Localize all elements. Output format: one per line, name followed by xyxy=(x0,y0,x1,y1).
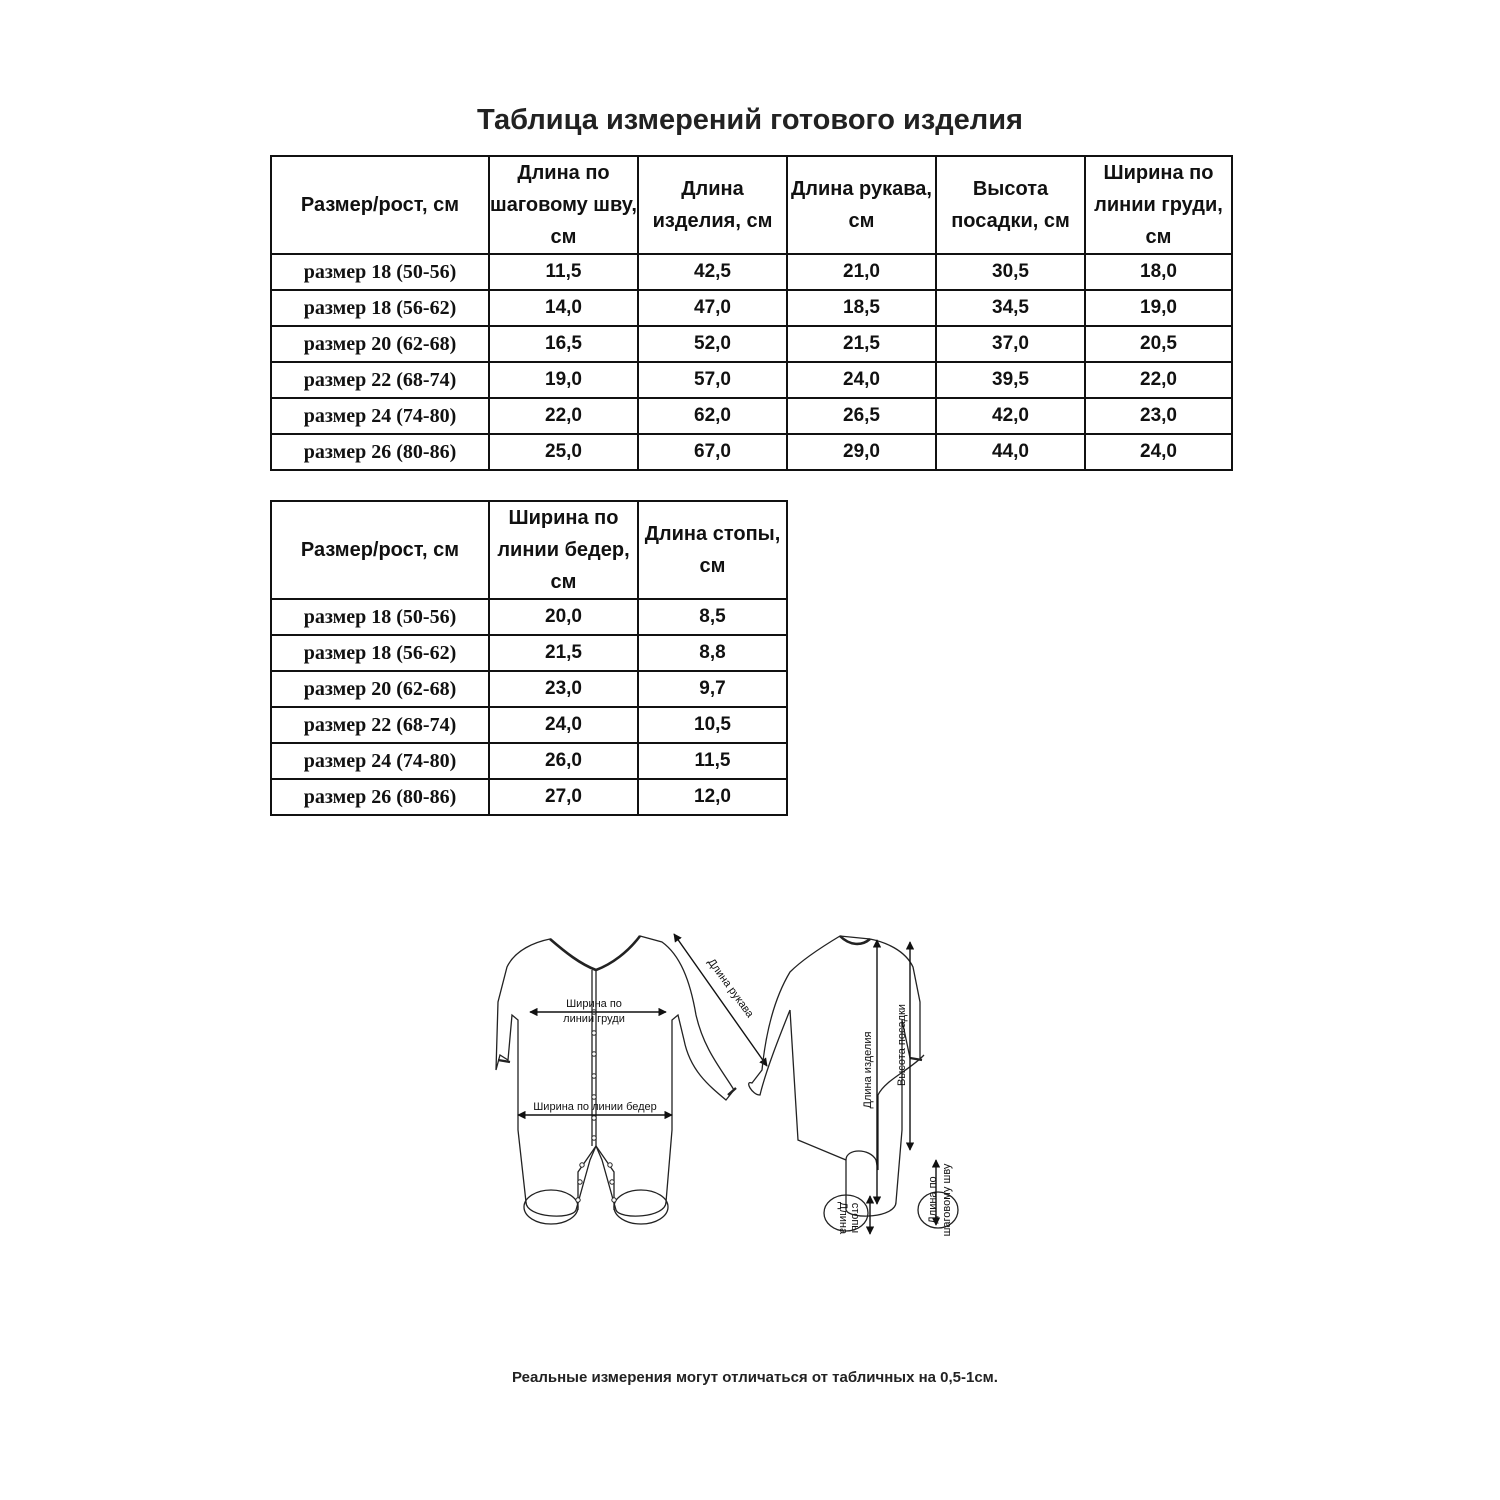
garment-measurement-diagram xyxy=(490,920,990,1260)
value-cell: 9,7 xyxy=(638,671,787,707)
table-row xyxy=(271,290,1232,326)
value-cell: 37,0 xyxy=(936,326,1085,362)
size-cell: размер 24 (74-80) xyxy=(271,743,489,779)
size-cell: размер 18 (50-56) xyxy=(271,599,489,635)
value-cell: 29,0 xyxy=(787,434,936,470)
value-cell: 23,0 xyxy=(489,671,638,707)
value-cell: 8,8 xyxy=(638,635,787,671)
value-cell: 18,5 xyxy=(787,290,936,326)
table-row xyxy=(271,254,1232,290)
value-cell: 22,0 xyxy=(489,398,638,434)
measurements-table-secondary xyxy=(270,500,788,816)
size-cell: размер 26 (80-86) xyxy=(271,779,489,815)
column-header-size: Размер/рост, см xyxy=(271,501,489,599)
value-cell: 14,0 xyxy=(489,290,638,326)
size-cell: размер 22 (68-74) xyxy=(271,362,489,398)
garment-length-label: Длина изделия xyxy=(862,1031,874,1109)
table-row xyxy=(271,398,1232,434)
table-row xyxy=(271,671,787,707)
value-cell: 19,0 xyxy=(1085,290,1232,326)
value-cell: 24,0 xyxy=(489,707,638,743)
size-cell: размер 18 (56-62) xyxy=(271,290,489,326)
column-header-hips: Ширина по линии бедер, см xyxy=(489,501,638,599)
size-cell: размер 26 (80-86) xyxy=(271,434,489,470)
value-cell: 25,0 xyxy=(489,434,638,470)
value-cell: 27,0 xyxy=(489,779,638,815)
value-cell: 21,0 xyxy=(787,254,936,290)
size-cell: размер 20 (62-68) xyxy=(271,671,489,707)
table-row xyxy=(271,434,1232,470)
value-cell: 30,5 xyxy=(936,254,1085,290)
value-cell: 18,0 xyxy=(1085,254,1232,290)
value-cell: 21,5 xyxy=(787,326,936,362)
value-cell: 67,0 xyxy=(638,434,787,470)
value-cell: 57,0 xyxy=(638,362,787,398)
table-header-row xyxy=(271,156,1232,254)
value-cell: 8,5 xyxy=(638,599,787,635)
value-cell: 26,5 xyxy=(787,398,936,434)
table-header-row xyxy=(271,501,787,599)
page-title: Таблица измерений готового изделия xyxy=(477,104,1023,136)
column-header-chest: Ширина по линии груди, см xyxy=(1085,156,1232,254)
chest-width-label-line2: линии груди xyxy=(563,1013,625,1025)
value-cell: 16,5 xyxy=(489,326,638,362)
column-header-length: Длина изделия, см xyxy=(638,156,787,254)
value-cell: 52,0 xyxy=(638,326,787,362)
value-cell: 26,0 xyxy=(489,743,638,779)
inseam-label-line2: шаговому шву xyxy=(941,1163,953,1237)
value-cell: 62,0 xyxy=(638,398,787,434)
value-cell: 24,0 xyxy=(1085,434,1232,470)
inseam-label-line1: Длина по xyxy=(927,1176,939,1224)
size-cell: размер 24 (74-80) xyxy=(271,398,489,434)
table-row xyxy=(271,707,787,743)
sleeve-length-arrow xyxy=(674,934,767,1066)
value-cell: 47,0 xyxy=(638,290,787,326)
value-cell: 11,5 xyxy=(489,254,638,290)
rise-height-label: Высота посадки xyxy=(896,1004,908,1086)
value-cell: 11,5 xyxy=(638,743,787,779)
size-cell: размер 18 (56-62) xyxy=(271,635,489,671)
size-cell: размер 22 (68-74) xyxy=(271,707,489,743)
table-row xyxy=(271,635,787,671)
column-header-sleeve: Длина рукава, см xyxy=(787,156,936,254)
value-cell: 23,0 xyxy=(1085,398,1232,434)
value-cell: 20,0 xyxy=(489,599,638,635)
measurements-table-main xyxy=(270,155,1233,471)
value-cell: 42,5 xyxy=(638,254,787,290)
table-row xyxy=(271,779,787,815)
foot-length-label-line2: стопы xyxy=(849,1202,861,1234)
value-cell: 12,0 xyxy=(638,779,787,815)
value-cell: 20,5 xyxy=(1085,326,1232,362)
column-header-size: Размер/рост, см xyxy=(271,156,489,254)
column-header-rise: Высота посадки, см xyxy=(936,156,1085,254)
column-header-inseam: Длина по шаговому шву, см xyxy=(489,156,638,254)
value-cell: 42,0 xyxy=(936,398,1085,434)
value-cell: 39,5 xyxy=(936,362,1085,398)
table-row xyxy=(271,362,1232,398)
value-cell: 21,5 xyxy=(489,635,638,671)
hips-width-label: Ширина по линии бедер xyxy=(533,1101,657,1113)
measurement-disclaimer: Реальные измерения могут отличаться от табличных на 0,5-1см. xyxy=(512,1369,998,1386)
value-cell: 34,5 xyxy=(936,290,1085,326)
size-cell: размер 18 (50-56) xyxy=(271,254,489,290)
front-garment-drawing xyxy=(496,936,736,1224)
table-row xyxy=(271,599,787,635)
value-cell: 10,5 xyxy=(638,707,787,743)
foot-length-label-line1: Длина xyxy=(837,1201,849,1235)
value-cell: 19,0 xyxy=(489,362,638,398)
table-row xyxy=(271,326,1232,362)
sleeve-length-label: Длина рукава xyxy=(705,956,756,1020)
value-cell: 22,0 xyxy=(1085,362,1232,398)
value-cell: 44,0 xyxy=(936,434,1085,470)
chest-width-label-line1: Ширина по xyxy=(566,998,622,1010)
column-header-foot: Длина стопы, см xyxy=(638,501,787,599)
size-cell: размер 20 (62-68) xyxy=(271,326,489,362)
table-row xyxy=(271,743,787,779)
value-cell: 24,0 xyxy=(787,362,936,398)
